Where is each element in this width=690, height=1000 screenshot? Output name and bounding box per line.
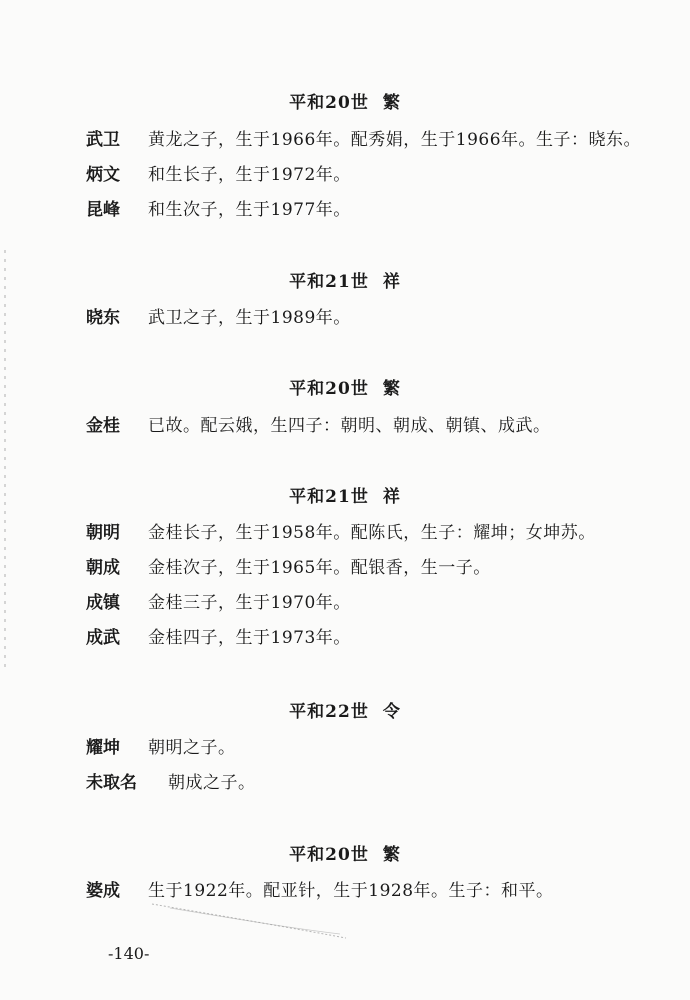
person-description: 金桂三子，生于1970年。 — [148, 593, 351, 613]
generation-label: 平和20世 — [289, 845, 369, 865]
person-description: 生于1922年。配亚针，生于1928年。生子：和平。 — [148, 881, 554, 901]
person-description: 金桂四子，生于1973年。 — [148, 628, 351, 648]
person-name: 耀坤 — [86, 738, 120, 758]
person-name: 成武 — [86, 628, 120, 648]
section-heading — [0, 374, 690, 399]
person-name: 昆峰 — [86, 200, 120, 220]
genealogy-entry — [86, 160, 670, 185]
person-name: 朝成 — [86, 558, 120, 578]
person-name: 金桂 — [86, 416, 120, 436]
pencil-scratch-mark — [150, 900, 350, 940]
person-name: 炳文 — [86, 165, 120, 185]
generation-character: 祥 — [382, 272, 401, 292]
person-name: 朝明 — [86, 523, 120, 543]
person-name: 未取名 — [86, 773, 137, 793]
genealogy-entry — [86, 518, 670, 543]
person-name: 武卫 — [86, 130, 120, 150]
section-heading — [0, 697, 690, 722]
page-number: -140- — [108, 944, 150, 963]
section-heading — [0, 482, 690, 507]
genealogy-entry — [86, 553, 670, 578]
section-heading — [0, 840, 690, 865]
person-name: 成镇 — [86, 593, 120, 613]
genealogy-entry — [86, 125, 670, 150]
person-description: 已故。配云娥，生四子：朝明、朝成、朝镇、成武。 — [148, 416, 551, 436]
genealogy-entry — [86, 588, 670, 613]
person-description: 和生次子，生于1977年。 — [148, 200, 351, 220]
person-description: 金桂长子，生于1958年。配陈氏，生子：耀坤；女坤苏。 — [148, 523, 596, 543]
generation-label: 平和22世 — [289, 702, 369, 722]
scan-edge-mark — [4, 250, 6, 670]
generation-character: 繁 — [382, 845, 401, 865]
generation-character: 祥 — [382, 487, 401, 507]
generation-label: 平和21世 — [289, 487, 369, 507]
genealogy-entry — [86, 195, 670, 220]
generation-label: 平和21世 — [289, 272, 369, 292]
section-heading — [0, 267, 690, 292]
genealogy-entry — [86, 733, 670, 758]
person-name: 婆成 — [86, 881, 120, 901]
person-description: 和生长子，生于1972年。 — [148, 165, 351, 185]
genealogy-entry — [86, 768, 670, 793]
genealogy-entry — [86, 876, 670, 901]
person-description: 金桂次子，生于1965年。配银香，生一子。 — [148, 558, 491, 578]
genealogy-entry — [86, 623, 670, 648]
person-description: 黄龙之子，生于1966年。配秀娟，生于1966年。生子：晓东。 — [148, 130, 642, 150]
genealogy-entry — [86, 411, 670, 436]
genealogy-entry — [86, 303, 670, 328]
generation-character: 令 — [382, 702, 401, 722]
generation-character: 繁 — [382, 379, 401, 399]
person-description: 朝成之子。 — [168, 773, 256, 793]
generation-label: 平和20世 — [289, 379, 369, 399]
person-description: 朝明之子。 — [148, 738, 236, 758]
person-name: 晓东 — [86, 308, 120, 328]
generation-character: 繁 — [382, 93, 401, 113]
generation-label: 平和20世 — [289, 93, 369, 113]
person-description: 武卫之子，生于1989年。 — [148, 308, 351, 328]
section-heading — [0, 88, 690, 113]
